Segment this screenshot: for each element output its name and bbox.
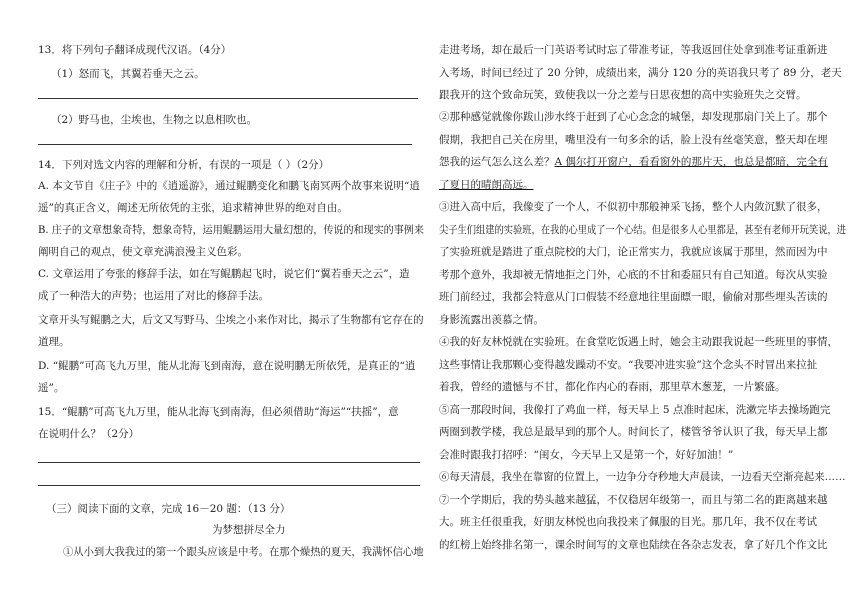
- q14-option-b: B. 庄子的文章想象奇特，想象奇特，运用鲲鹏运用大量幻想的，传说的和现实的事例来: [38, 224, 424, 236]
- essay-line: 的红榜上始终排名第一，课余时间写的文章也陆续在各杂志发表，拿了好几个作文比: [439, 539, 828, 551]
- answer-line: [38, 462, 420, 463]
- q14-option-c-cont: 道理。: [38, 336, 70, 348]
- essay-line: [439, 156, 828, 169]
- answer-line: [38, 144, 412, 145]
- q14-option-b-cont: 阐明自己的观点，使文章充满浪漫主义色彩。: [38, 246, 248, 258]
- essay-line: 这些事情让我那颗心变得越发躁动不安。“我要冲进实验”这个念头不时冒出来拉扯: [439, 359, 818, 371]
- answer-line: [38, 485, 420, 486]
- section-3-heading: （三）阅读下面的文章，完成 16－20 题：（13 分）: [46, 503, 291, 515]
- underlined-sentence-a-cont: 了夏日的晴朗高远。: [439, 179, 534, 191]
- q14-option-a: A. 本文节自《庄子》中的《逍遥游》，通过鲲鹏变化和鹏飞南冥两个故事来说明“逍: [38, 180, 420, 192]
- essay-line: ②那种感觉就像你跋山涉水终于赶到了心心念念的城堡，却发现那扇门关上了。那个: [439, 111, 828, 123]
- essay-line: 着我，曾经的遗憾与不甘，都化作内心的春雨，那里草木葱茏，一片繁盛。: [439, 381, 786, 393]
- q14-title: 14．下列对选文内容的理解和分析，有误的一项是（ ）（2分）: [38, 159, 330, 171]
- underlined-sentence-a: A 偶尔打开窗户，看看窗外的那片天，也总是都暗，完全有: [554, 156, 828, 168]
- q13-title: 13．将下列句子翻译成现代汉语。（4分）: [38, 44, 232, 56]
- essay-text: 怨我的运气怎么这么差？: [439, 156, 555, 168]
- essay-line: 尖子生们组建的实验班，在我的心里成了一个心结。但是很多人心里都是，甚至有老师开玩笑说，进: [439, 224, 846, 236]
- essay-paragraph-1: ①从小到大我我过的第一个跟头应该是中考。在那个燥热的夏天，我满怀信心地: [63, 546, 424, 558]
- essay-line: 大。班主任很重我，好朋友林悦也向我投来了佩服的目光。那几年，我不仅在考试: [439, 516, 817, 528]
- essay-title: 为梦想拼尽全力: [212, 524, 286, 536]
- essay-line: 会准时跟我打招呼：“闺女，今天早上又是第一个，好好加油！”: [439, 449, 734, 461]
- q14-option-c-cont: 成了一种浩大的声势；也运用了对比的修辞手法。: [38, 290, 269, 302]
- essay-line: 两圈到教学楼，我总是最早到的那个人。时间长了，楼管爷爷认识了我，每天早上都: [439, 426, 828, 438]
- essay-line: 入考场，时间已经过了 20 分钟，成绩出来，满分 120 分的英语我只考了 89 分，老天: [439, 67, 842, 79]
- q13-sentence-1: （1）怒而飞，其翼若垂天之云。: [51, 68, 205, 80]
- essay-line: 了实验班就是踏进了重点院校的大门，论正常实力，我就应该属于那里，然而因为中: [439, 246, 828, 258]
- q14-option-a-cont: 遥”的真正含义，阐述无所依凭的主张，追求精神世界的绝对自由。: [38, 202, 348, 214]
- essay-line: ③进入高中后，我像变了一个人，不似初中那般神采飞扬，整个人内敛沉默了很多，: [439, 201, 828, 213]
- essay-line: 班门前经过，我都会特意从门口假装不经意地往里面瞟一眼，偷偷对那些埋头苦读的: [439, 291, 828, 303]
- essay-line: ⑤高一那段时间，我像打了鸡血一样，每天早上 5 点准时起床，洗漱完毕去操场跑完: [439, 404, 831, 416]
- essay-line: ⑥每天清晨，我坐在靠窗的位置上，一边争分夺秒地大声晨读，一边看天空渐亮起来……: [439, 471, 846, 483]
- essay-line: 走进考场，却在最后一门英语考试时忘了带准考证，等我返回住处拿到准考证重新进: [439, 44, 828, 56]
- q15-question-cont: 在说明什么？（2分）: [38, 428, 140, 440]
- q14-option-d-cont: 遥”。: [38, 382, 65, 394]
- q15-question: 15．“鲲鹏”可高飞九万里，能从北海飞到南海，但必须借助“海运”“扶摇”，意: [38, 406, 399, 418]
- essay-line: ④我的好友林悦就在实验班。在食堂吃饭遇上时，她会主动跟我说起一些班里的事情，: [439, 336, 838, 348]
- essay-line: 跟我开的这个致命玩笑，致使我以一分之差与日思夜想的高中实验班失之交臂。: [439, 89, 807, 101]
- answer-line: [38, 98, 418, 99]
- q14-option-d: D. “鲲鹏”可高飞九万里，能从北海飞到南海，意在说明鹏无所依凭，是真正的“逍: [38, 360, 416, 372]
- essay-line: 身影流露出羡慕之情。: [439, 314, 544, 326]
- q14-option-c-cont: 文章开头写鲲鹏之大，后文又写野马、尘埃之小来作对比，揭示了生物都有它存在的: [38, 314, 424, 326]
- essay-line: ⑦一个学期后，我的势头越来越猛，不仅稳居年级第一，而且与第二名的距离越来越: [439, 494, 828, 506]
- essay-line: 假期，我把自己关在房里，嘴里没有一句多余的话，脸上没有丝毫笑意，整天却在埋: [439, 134, 828, 146]
- essay-line: 考那个意外，我却被无情地拒之门外，心底的不甘和委屈只有自己知道。每次从实验: [439, 269, 828, 281]
- q14-option-c: C. 文章运用了夸张的修辞手法，如在写鲲鹏起飞时，说它们“翼若垂天之云”，造: [38, 268, 410, 280]
- q13-sentence-2: （2）野马也，尘埃也，生物之以息相吹也。: [51, 114, 258, 126]
